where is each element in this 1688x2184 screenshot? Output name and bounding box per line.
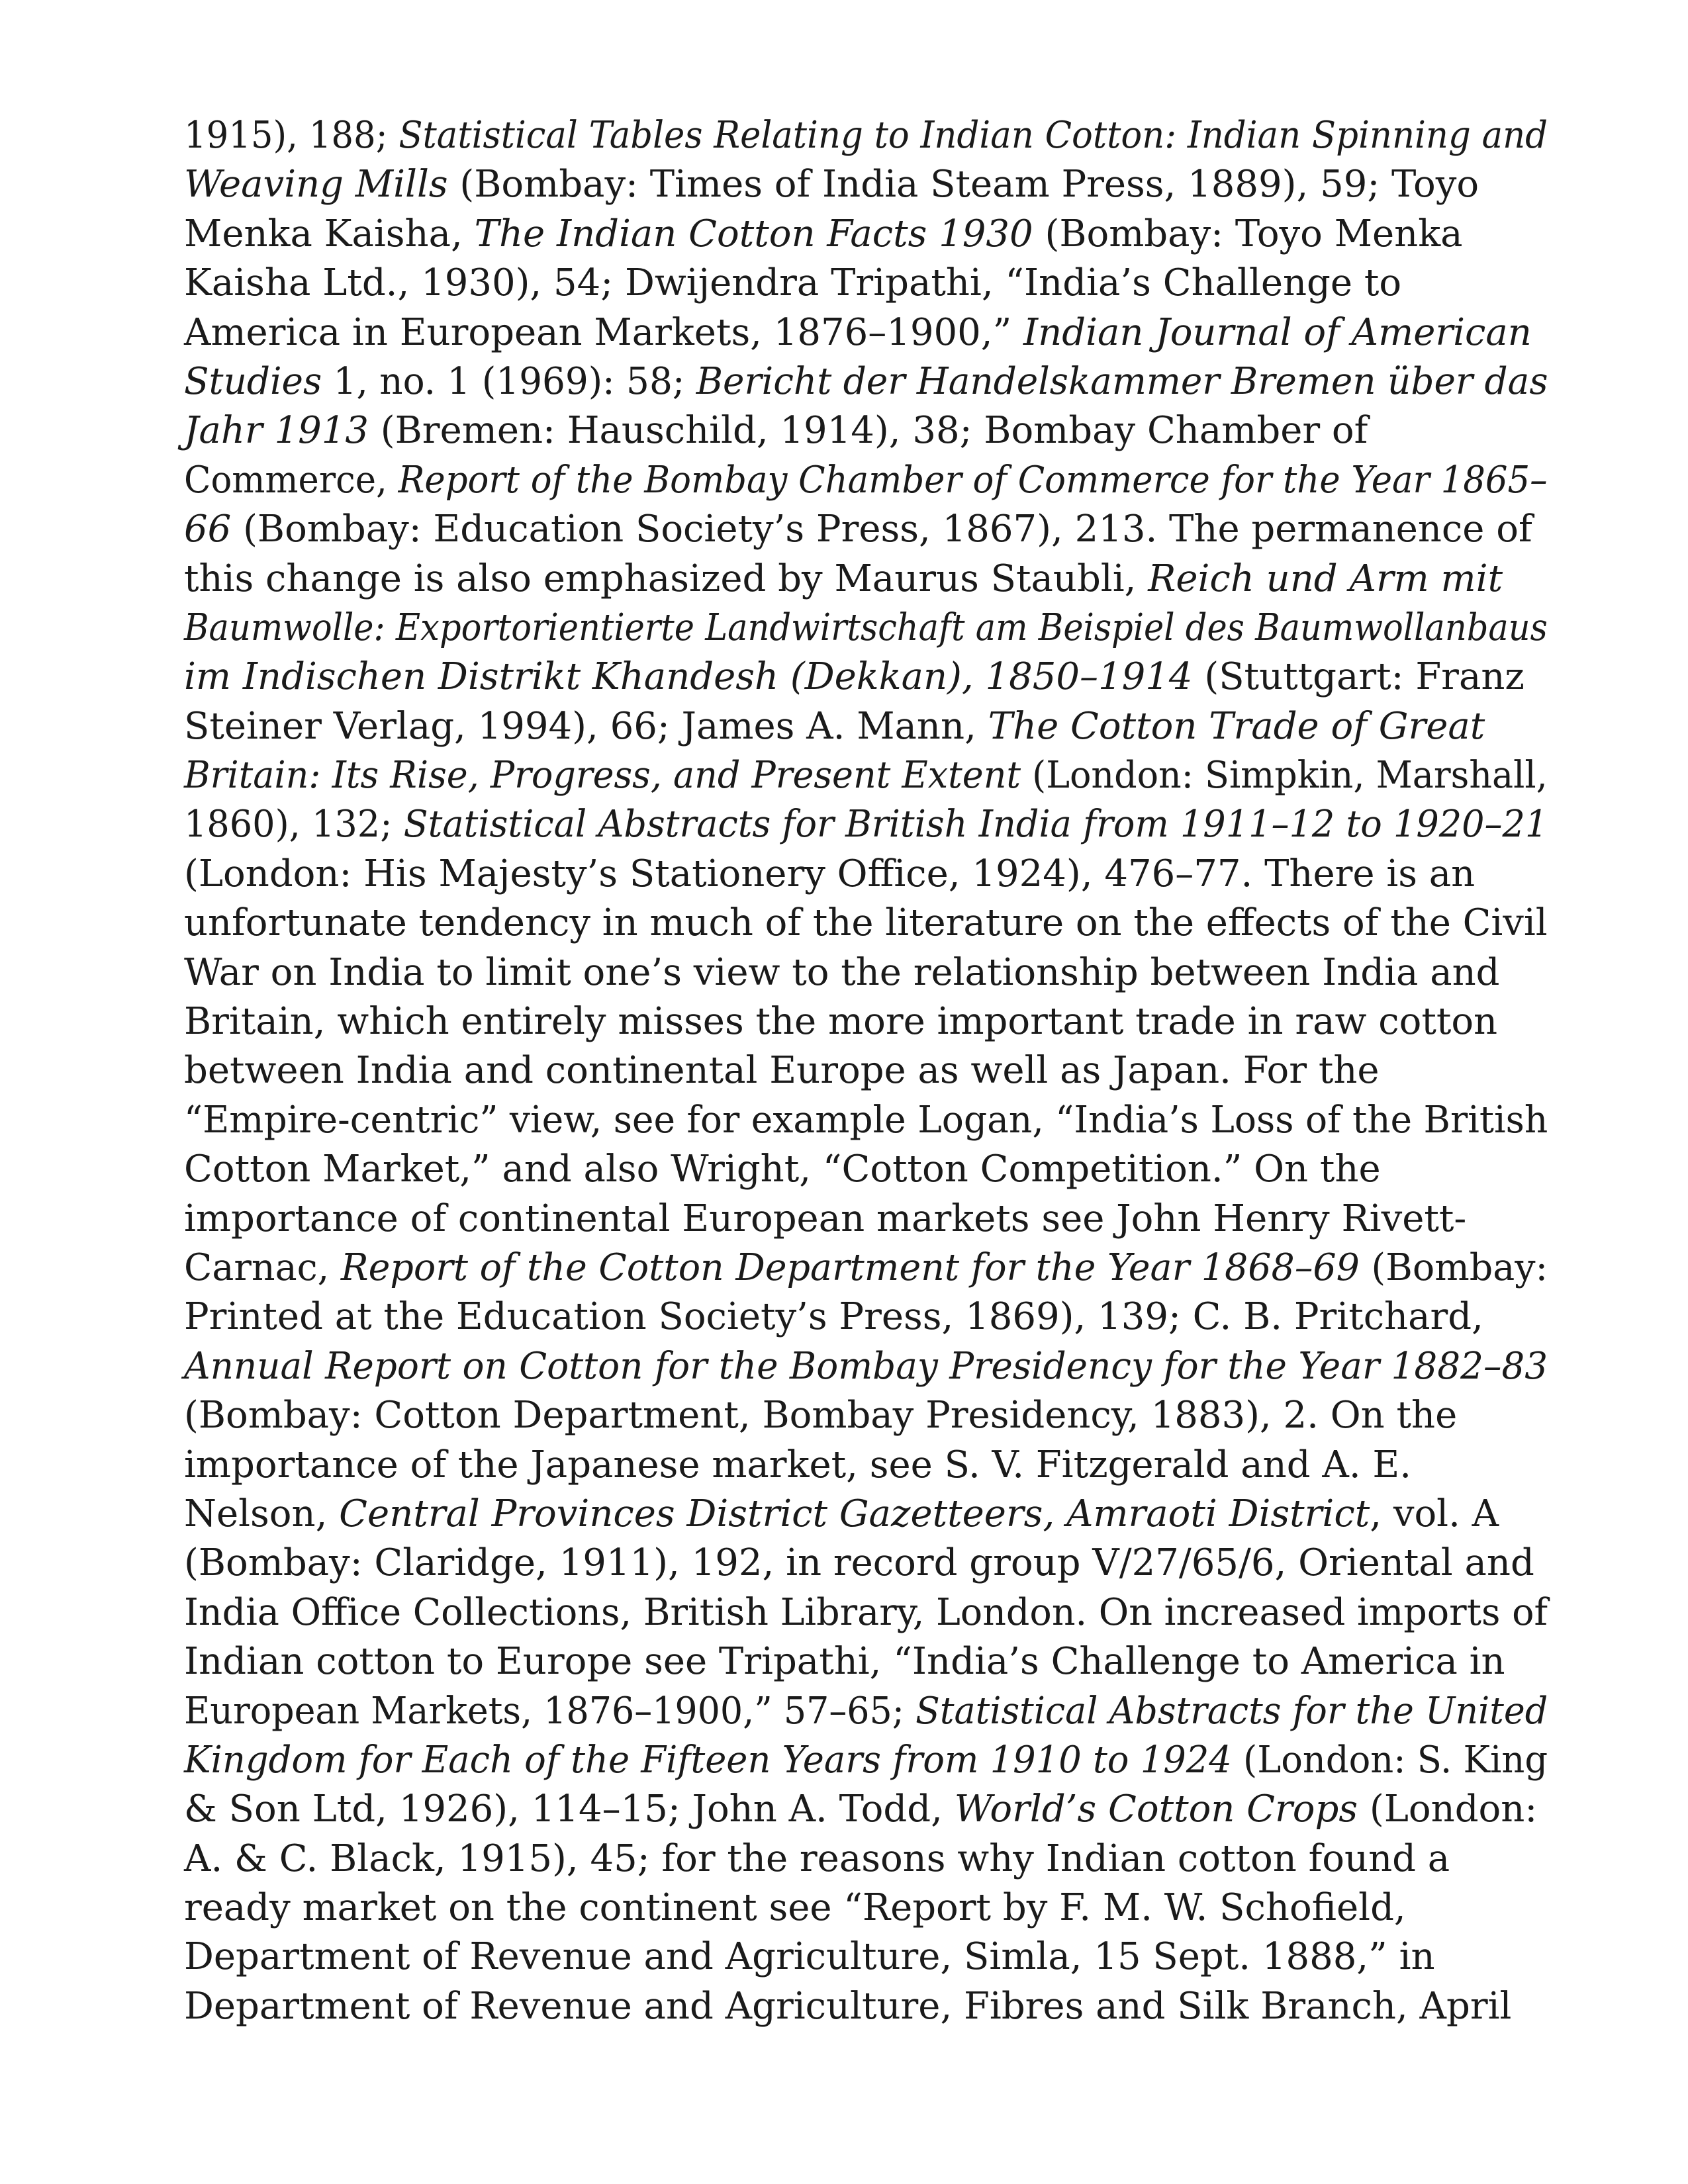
text-line xyxy=(184,702,1548,751)
text-line xyxy=(184,308,1548,357)
text-segment: this change is also emphasized by Maurus Staubli, xyxy=(184,557,1149,600)
italic-title-segment: Annual Report on Cotton for the Bombay Presidency for the Year 1882–83 xyxy=(184,1344,1548,1388)
text-segment: America in European Markets, 1876–1900,” xyxy=(184,310,1024,354)
italic-title-segment: Bericht der Handelskammer Bremen über das xyxy=(696,359,1548,403)
text-segment: importance of continental European markets see John Henry Rivett- xyxy=(184,1197,1467,1240)
italic-title-segment: Jahr 1913 xyxy=(184,409,369,453)
text-segment: European Markets, 1876–1900,” 57–65; xyxy=(184,1689,916,1733)
text-segment: ready market on the continent see “Report by F. M. W. Schofield, xyxy=(184,1886,1406,1930)
text-line xyxy=(184,997,1548,1046)
italic-title-segment: Statistical Abstracts for British India from 1911–12 to 1920–21 xyxy=(403,803,1548,846)
text-line xyxy=(184,1195,1548,1244)
text-segment: importance of the Japanese market, see S. V. Fitzgerald and A. E. xyxy=(184,1443,1412,1486)
italic-title-segment: Weaving Mills xyxy=(184,163,448,206)
text-segment: Printed at the Education Society’s Press, 1869), 139; C. B. Pritchard, xyxy=(184,1295,1483,1339)
text-line xyxy=(184,160,1548,209)
text-segment: “Empire-centric” view, see for example Logan, “India’s Loss of the British xyxy=(184,1098,1548,1142)
footnote-text-block xyxy=(184,111,1548,2031)
italic-title-segment: Statistical Tables Relating to Indian Cotton: Indian Spinning and xyxy=(399,114,1548,157)
text-segment: Kaisha Ltd., 1930), 54; Dwijendra Tripathi, “India’s Challenge to xyxy=(184,261,1402,305)
italic-title-segment: The Indian Cotton Facts 1930 xyxy=(474,212,1033,255)
text-line xyxy=(184,1687,1548,1736)
text-line xyxy=(184,1490,1548,1539)
italic-title-segment: World’s Cotton Crops xyxy=(954,1788,1358,1831)
text-segment: Menka Kaisha, xyxy=(184,212,475,255)
text-segment: Department of Revenue and Agriculture, Fibres and Silk Branch, April xyxy=(184,1984,1512,2028)
text-line xyxy=(184,850,1548,899)
text-segment: , vol. A xyxy=(1370,1492,1499,1535)
text-segment: Carnac, xyxy=(184,1246,341,1289)
text-line xyxy=(184,1096,1548,1145)
text-line xyxy=(184,604,1548,653)
text-line xyxy=(184,1588,1548,1637)
text-segment: between India and continental Europe as well as Japan. For the xyxy=(184,1049,1380,1093)
text-line xyxy=(184,456,1548,505)
text-line xyxy=(184,1244,1548,1293)
text-segment: A. & C. Black, 1915), 45; for the reasons why Indian cotton found a xyxy=(184,1837,1450,1880)
text-line xyxy=(184,1736,1548,1785)
text-line xyxy=(184,357,1548,406)
text-line xyxy=(184,406,1548,455)
text-segment: (London: Simpkin, Marshall, xyxy=(1021,754,1548,797)
italic-title-segment: Report of the Cotton Department for the Year 1868–69 xyxy=(340,1246,1360,1289)
text-line xyxy=(184,210,1548,259)
text-segment: (Bombay: Claridge, 1911), 192, in record group V/27/65/6, Oriental and xyxy=(184,1541,1534,1585)
italic-title-segment: im Indischen Distrikt Khandesh (Dekkan), 1850–1914 xyxy=(184,655,1193,699)
text-segment: (London: S. King xyxy=(1231,1738,1548,1782)
italic-title-segment: Indian Journal of American xyxy=(1023,310,1532,354)
text-segment: (Bremen: Hauschild, 1914), 38; Bombay Chamber of xyxy=(369,409,1368,453)
text-segment: (Bombay: Education Society’s Press, 1867), 213. The permanence of xyxy=(231,508,1532,551)
text-segment: Britain, which entirely misses the more important trade in raw cotton xyxy=(184,1000,1498,1044)
italic-title-segment: Studies xyxy=(184,359,322,403)
text-segment: (London: His Majesty’s Stationery Office, 1924), 476–77. There is an xyxy=(184,852,1476,895)
text-segment: 1915), 188; xyxy=(184,114,399,157)
text-line xyxy=(184,1293,1548,1342)
text-segment: War on India to limit one’s view to the relationship between India and xyxy=(184,950,1500,994)
text-segment: India Office Collections, British Library, London. On increased imports of xyxy=(184,1590,1548,1634)
text-segment: Department of Revenue and Agriculture, Simla, 15 Sept. 1888,” in xyxy=(184,1935,1435,1979)
text-line xyxy=(184,1046,1548,1095)
italic-title-segment: Baumwolle: Exportorientierte Landwirtschaft am Beispiel des Baumwollanbaus xyxy=(184,606,1548,649)
italic-title-segment: Statistical Abstracts for the United xyxy=(915,1689,1548,1733)
text-segment: Nelson, xyxy=(184,1492,340,1535)
text-line xyxy=(184,1884,1548,1933)
text-line xyxy=(184,1145,1548,1194)
text-line xyxy=(184,1933,1548,1981)
italic-title-segment: Reich und Arm mit xyxy=(1148,557,1503,600)
text-segment: Steiner Verlag, 1994), 66; James A. Mann, xyxy=(184,704,988,748)
text-line xyxy=(184,1835,1548,1884)
text-line xyxy=(184,948,1548,997)
text-line xyxy=(184,1391,1548,1440)
text-line xyxy=(184,1785,1548,1834)
text-line xyxy=(184,1441,1548,1490)
text-segment: (Bombay: xyxy=(1359,1246,1548,1289)
text-line xyxy=(184,1637,1548,1686)
text-segment: (London: xyxy=(1358,1788,1538,1831)
text-segment: (Bombay: Times of India Steam Press, 1889), 59; Toyo xyxy=(447,163,1479,206)
text-line xyxy=(184,555,1548,604)
text-segment: (Bombay: Toyo Menka xyxy=(1033,212,1463,255)
text-line xyxy=(184,751,1548,800)
text-line xyxy=(184,653,1548,702)
text-segment: Indian cotton to Europe see Tripathi, “India’s Challenge to America in xyxy=(184,1640,1505,1684)
text-line xyxy=(184,111,1548,160)
italic-title-segment: Kingdom for Each of the Fifteen Years from 1910 to 1924 xyxy=(184,1738,1232,1782)
text-line xyxy=(184,1539,1548,1588)
text-line xyxy=(184,259,1548,308)
text-segment: Cotton Market,” and also Wright, “Cotton Competition.” On the xyxy=(184,1148,1381,1191)
text-segment: unfortunate tendency in much of the literature on the effects of the Civil xyxy=(184,901,1548,945)
text-segment: (Stuttgart: Franz xyxy=(1192,655,1524,699)
italic-title-segment: Report of the Bombay Chamber of Commerce for the Year 1865– xyxy=(398,458,1548,502)
text-segment: Commerce, xyxy=(184,458,399,502)
text-line xyxy=(184,1982,1548,2031)
text-segment: 1860), 132; xyxy=(184,803,404,846)
text-line xyxy=(184,505,1548,554)
text-segment: & Son Ltd, 1926), 114–15; John A. Todd, xyxy=(184,1788,955,1831)
text-line xyxy=(184,1342,1548,1391)
italic-title-segment: Britain: Its Rise, Progress, and Present Extent xyxy=(184,754,1021,797)
text-line xyxy=(184,800,1548,849)
italic-title-segment: Central Provinces District Gazetteers, Amraoti District xyxy=(339,1492,1370,1535)
text-segment: (Bombay: Cotton Department, Bombay Presidency, 1883), 2. On the xyxy=(184,1394,1458,1437)
text-line xyxy=(184,899,1546,948)
italic-title-segment: 66 xyxy=(184,508,232,551)
text-segment: 1, no. 1 (1969): 58; xyxy=(322,359,696,403)
italic-title-segment: The Cotton Trade of Great xyxy=(988,704,1485,748)
